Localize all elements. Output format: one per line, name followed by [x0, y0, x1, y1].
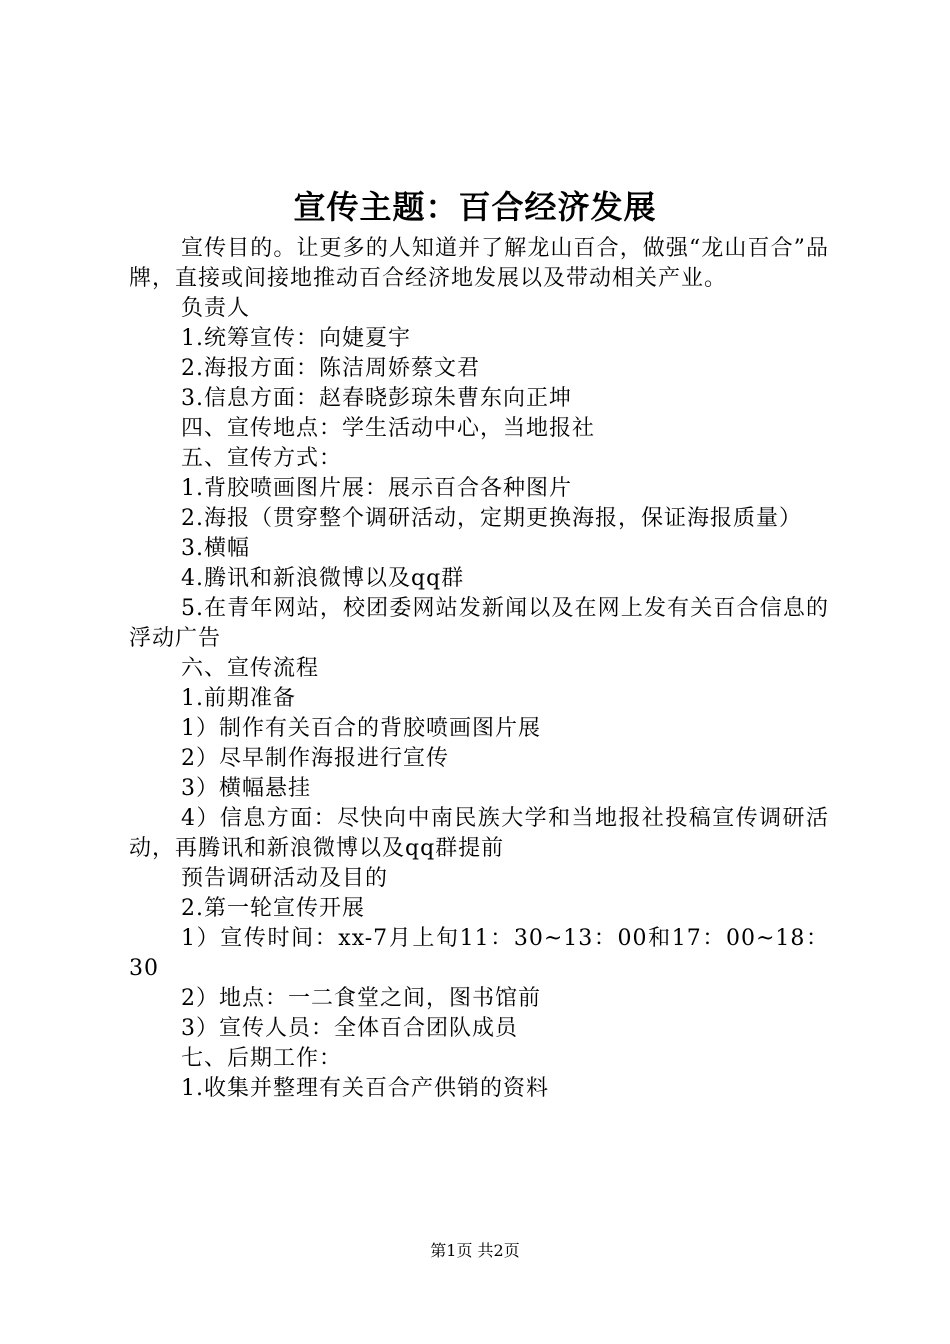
paragraph-followup-1: 1.收集并整理有关百合产供销的资料 — [181, 1076, 549, 1101]
paragraph-round-1-time: 1）宣传时间：xx-7月上旬11：30~13：00和17：00~18：30 — [129, 926, 829, 981]
page-title: 宣传主题：百合经济发展 — [293, 188, 657, 226]
paragraph-followup-heading: 七、后期工作： — [181, 1046, 343, 1071]
paragraph-method-5: 5.在青年网站，校团委网站发新闻以及在网上发有关百合信息的浮动广告 — [129, 596, 829, 651]
paragraph-responsible-2: 2.海报方面：陈洁周娇蔡文君 — [181, 356, 480, 381]
paragraph-methods-heading: 五、宣传方式： — [181, 446, 343, 471]
paragraph-prep-4-cont: 预告调研活动及目的 — [181, 866, 389, 891]
paragraph-responsible-heading: 负责人 — [181, 296, 251, 321]
paragraph-location: 四、宣传地点：学生活动中心，当地报社 — [181, 416, 596, 441]
paragraph-method-2: 2.海报（贯穿整个调研活动，定期更换海报，保证海报质量） — [181, 506, 802, 531]
paragraph-method-4: 4.腾讯和新浪微博以及qq群 — [181, 566, 465, 591]
paragraph-purpose: 宣传目的。让更多的人知道并了解龙山百合，做强“龙山百合”品牌，直接或间接地推动百合经济地发展以及带动相关产业。 — [129, 236, 829, 291]
paragraph-prep-1: 1）制作有关百合的背胶喷画图片展 — [181, 716, 541, 741]
paragraph-prep-2: 2）尽早制作海报进行宣传 — [181, 746, 449, 771]
paragraph-prep-3: 3）横幅悬挂 — [181, 776, 311, 801]
paragraph-process-prep: 1.前期准备 — [181, 686, 296, 711]
paragraph-method-3: 3.横幅 — [181, 536, 250, 561]
paragraph-process-heading: 六、宣传流程 — [181, 656, 320, 681]
paragraph-method-1: 1.背胶喷画图片展：展示百合各种图片 — [181, 476, 572, 501]
document-body — [129, 234, 829, 1104]
paragraph-responsible-1: 1.统筹宣传：向婕夏宇 — [181, 326, 411, 351]
paragraph-responsible-3: 3.信息方面：赵春晓彭琼朱曹东向正坤 — [181, 386, 572, 411]
paragraph-round-1-staff: 3）宣传人员：全体百合团队成员 — [181, 1016, 518, 1041]
paragraph-round-1: 2.第一轮宣传开展 — [181, 896, 365, 921]
page-footer: 第1页 共2页 — [430, 1241, 520, 1260]
paragraph-round-1-place: 2）地点：一二食堂之间，图书馆前 — [181, 986, 541, 1011]
paragraph-prep-4: 4）信息方面：尽快向中南民族大学和当地报社投稿宣传调研活动，再腾讯和新浪微博以及qq群提前 — [129, 806, 829, 861]
